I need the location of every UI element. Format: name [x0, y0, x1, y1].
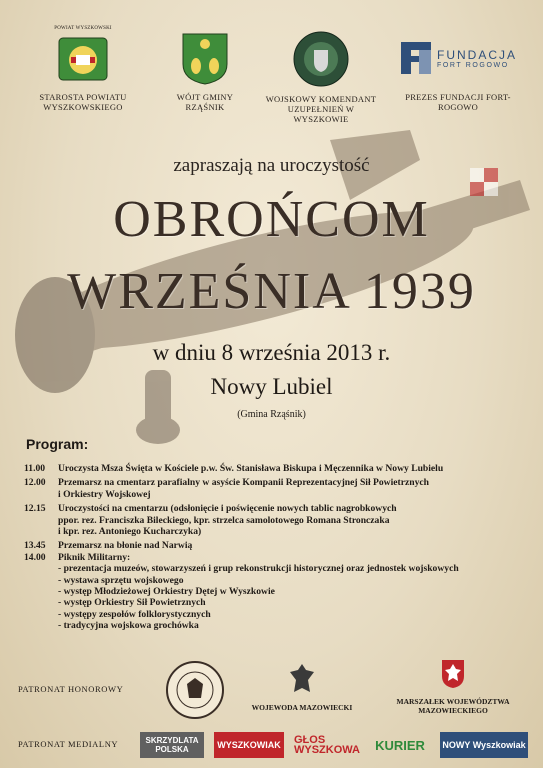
- program-text: - wystawa sprzętu wojskowego: [58, 574, 184, 586]
- program-text: Uroczystości na cmentarzu (odsłonięcie i poświęcenie nowych tablic nagrobkowych: [58, 503, 397, 515]
- sponsor-caption: STAROSTA POWIATU WYSZKOWSKIEGO: [39, 92, 127, 112]
- program-text: i kpr. rez. Antoniego Kucharczyka): [58, 526, 202, 538]
- program-item: [24, 552, 529, 563]
- program-text: - występ Młodzieżowej Orkiestry Dętej w Wyszkowie: [58, 586, 275, 598]
- event-place: Nowy Lubiel: [210, 374, 333, 399]
- program-item: [24, 477, 529, 488]
- program-time: 14.00: [24, 551, 46, 563]
- media-nowy: [440, 732, 528, 758]
- program-text: - tradycyjna wojskowa grochówka: [58, 620, 199, 632]
- program-time: [24, 609, 58, 620]
- program-time: [24, 597, 58, 608]
- program-text: Piknik Militarny:: [58, 551, 131, 563]
- program-time: 12.15: [24, 503, 46, 515]
- title-line-2: WRZEŚNIA 1939: [67, 263, 476, 320]
- program-item: [24, 540, 529, 551]
- eagle-icon: [288, 662, 316, 696]
- powiat-shield-icon: [55, 30, 111, 86]
- media-wyszkowiak: [214, 732, 284, 758]
- program-time: 11.00: [24, 463, 46, 474]
- program-time: [24, 489, 58, 500]
- sponsor-caption: PREZES FUNDACJI FORT-ROGOWO: [405, 92, 511, 112]
- media-logo-text: KURIER: [375, 737, 425, 753]
- program-time: [24, 526, 58, 537]
- program-text: - występy zespołów folklorystycznych: [58, 608, 211, 620]
- program-text: - występ Orkiestry Sił Powietrznych: [58, 597, 206, 609]
- program-heading: Program:: [26, 436, 89, 452]
- media-logo-text: GŁOS WYSZKOWA: [294, 734, 360, 756]
- program-item: [24, 515, 529, 526]
- powiat-shield-text: POWIAT WYSZKOWSKI: [54, 26, 112, 31]
- patron-caption: MARSZAŁEK WOJEWÓDZTWA MAZOWIECKIEGO: [396, 697, 510, 715]
- program-time: [24, 563, 58, 574]
- program-item: [24, 563, 529, 574]
- fort-icon: [399, 40, 433, 76]
- program-item: [24, 526, 529, 537]
- program-text: i Orkiestry Wojskowej: [58, 488, 151, 500]
- program-text: Przemarsz na błonie nad Narwią: [58, 540, 193, 552]
- media-glos: [294, 732, 362, 758]
- sponsor-wku: [262, 30, 380, 124]
- program-time: 12.00: [24, 477, 46, 489]
- program-item: [24, 586, 529, 597]
- media-logo-text: SKRZYDLATA POLSKA: [145, 736, 199, 754]
- program-item: [24, 463, 529, 474]
- sponsor-caption: WÓJT GMINY RZĄŚNIK: [176, 92, 234, 112]
- media-skrzydlata: [140, 732, 204, 758]
- honor-label: PATRONAT HONOROWY: [18, 684, 124, 694]
- sponsor-wojt: [160, 30, 250, 112]
- event-gmina: (Gmina Rząśnik): [237, 409, 306, 420]
- patron-marszalek: [378, 658, 528, 715]
- patron-seal: [160, 660, 230, 725]
- fundacja-logo: [392, 30, 524, 86]
- media-label: PATRONAT MEDIALNY: [18, 739, 119, 749]
- program-item: [24, 503, 529, 514]
- media-logo-text: NOWY Wyszkowiak: [442, 740, 526, 750]
- patron-caption: WOJEWODA MAZOWIECKI: [251, 703, 353, 712]
- program-text: - prezentacja muzeów, stowarzyszeń i grup rekonstrukcji historycznej oraz jednostek wojskowych: [58, 563, 459, 575]
- event-date: w dniu 8 września 2013 r.: [152, 340, 391, 365]
- program-time: [24, 586, 58, 597]
- program-item: [24, 575, 529, 586]
- title-line-1: OBROŃCOM: [113, 191, 430, 248]
- sponsor-fundacja: [392, 30, 524, 112]
- program-item: [24, 489, 529, 500]
- program-time: 13.45: [24, 540, 46, 552]
- seal-icon: [165, 660, 225, 720]
- media-logo-text: WYSZKOWIAK: [217, 740, 281, 750]
- sponsor-caption: WOJSKOWY KOMENDANT UZUPEŁNIEŃ W WYSZKOWIE: [265, 94, 377, 124]
- program-time: [24, 515, 58, 526]
- program-list: [24, 463, 529, 632]
- program-time: [24, 620, 58, 631]
- fundacja-wordmark: FUNDACJA: [436, 47, 517, 62]
- media-kurier: [368, 732, 432, 758]
- program-text: Przemarsz na cmentarz parafialny w asyście Kompanii Reprezentacyjnej Sił Powietrznych: [58, 477, 429, 489]
- program-item: [24, 620, 529, 631]
- program-time: [24, 575, 58, 586]
- sponsor-starosta: [18, 26, 148, 112]
- program-item: [24, 597, 529, 608]
- mazowsze-shield-icon: [440, 658, 466, 690]
- program-item: [24, 609, 529, 620]
- patron-wojewoda: [236, 662, 368, 712]
- gmina-shield-icon: [179, 30, 231, 86]
- invite-line: zapraszają na uroczystość: [173, 155, 370, 176]
- wku-badge-icon: [292, 30, 350, 88]
- fort-rogowo-wordmark: FORT ROGOWO: [436, 61, 509, 69]
- program-text: ppor. rez. Franciszka Bileckiego, kpr. strzelca samolotowego Romana Stronczaka: [58, 514, 390, 526]
- program-text: Uroczysta Msza Święta w Kościele p.w. Św. Stanisława Biskupa i Męczennika w Nowy Lubielu: [58, 463, 444, 474]
